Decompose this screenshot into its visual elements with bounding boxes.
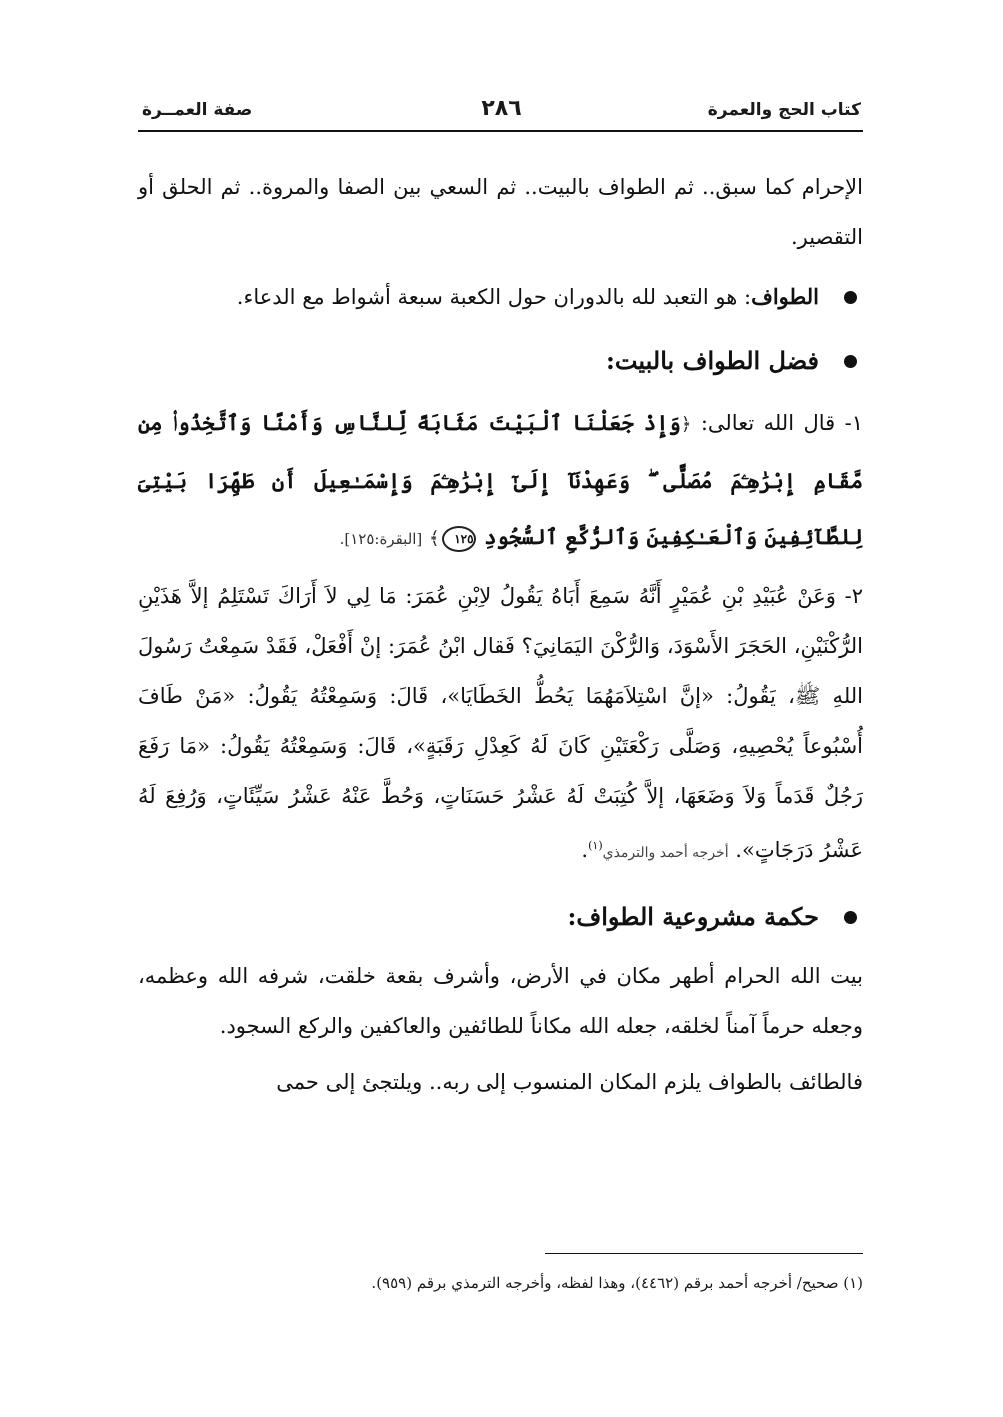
hadith-text: وَعَنْ عُبَيْدِ بْنِ عُمَيْرٍ أَنَّهُ سَمِعَ أَبَاهُ يَقُولُ لاِبْنِ عُمَرَ: مَا لِي لاَ أَرَاكَ تَسْتَلِمُ إلاَّ هَذَيْنِ الرُّكْنَيْنِ، الحَجَرَ الأَسْوَدَ، وَالرُّكْنَ اليَمَانِيَ؟ فَقال ابْنُ عُمَرَ: إنْ أَفْعَلْ، فَقَدْ سَمِعْتُ رَسُولَ اللهِ ﷺ، يَقُولُ: «إنَّ اسْتِلاَمَهُمَا يَحُطُّ الخَطَايَا»، قَالَ: وَسَمِعْتُهُ يَقُولُ: «مَنْ طَافَ أُسْبُوعاً يُحْصِيهِ، وَصَلَّى رَكْعَتَيْنِ كَانَ لَهُ كَعِدْلِ رَقَبَةٍ»، قَالَ: وَسَمِعْتُهُ يَقُولُ: «مَا رَفَعَ رَجُلٌ قَدَماً وَلاَ وَضَعَهَا، إلاَّ كُتِبَتْ لَهُ عَشْرُ حَسَنَاتٍ، وَحُطَّ عَنْهُ عَشْرُ سَيِّئَاتٍ، وَرُفِعَ لَهُ عَشْرُ دَرَجَاتٍ». (138, 584, 863, 862)
quran-verse-text: وَإِذْ جَعَلْنَا ٱلْبَيْتَ مَثَابَةً لِّلنَّاسِ وَأَمْنًا وَٱتَّخِذُوا۟ مِن مَّقَامِ إِبْرَٰهِـۧمَ مُصَلًّى ۖ وَعَهِدْنَآ إِلَىٰٓ إِبْرَٰهِـۧمَ وَإِسْمَـٰعِيلَ أَن طَهِّرَا بَيْتِىَ لِلطَّآئِفِينَ وَٱلْعَـٰكِفِينَ وَٱلرُّكَّعِ ٱلسُّجُودِ (138, 410, 863, 549)
item-1-quran-verse (138, 395, 863, 567)
running-header-chapter-title: صفة العمــرة (142, 100, 253, 120)
item-1-number: ١- (844, 411, 863, 435)
tawaf-definition-text: : هو التعبد لله بالدوران حول الكعبة سبعة أشواط مع الدعاء. (236, 285, 752, 309)
hadith-end-mark: . (581, 838, 589, 862)
page-body (138, 162, 863, 1107)
verse-close-bracket-icon: ﴾ (428, 528, 440, 549)
hikma-paragraph-2: فالطائف بالطواف يلزم المكان المنسوب إلى ربه.. ويلتجئ إلى حمى (276, 1070, 863, 1094)
verse-reference: [البقرة:١٢٥]. (339, 530, 423, 548)
hadith-source: أخرجه أحمد والترمذي (602, 845, 729, 861)
tawaf-term: الطواف (751, 284, 819, 309)
hikma-heading: حكمة مشروعية الطواف: (567, 902, 819, 931)
footnote-reference: (١) (588, 839, 603, 852)
item-1-intro: قال الله تعالى: (700, 411, 836, 435)
fadl-heading: فضل الطواف بالبيت: (606, 346, 819, 375)
footnote: (١) صحيح/ أخرجه أحمد برقم (٤٤٦٢)، وهذا لفظه، وأخرجه الترمذي برقم (٩٥٩). (371, 1274, 863, 1292)
header-rule (138, 130, 863, 132)
intro-paragraph: الإحرام كما سبق.. ثم الطواف بالبيت.. ثم السعي بين الصفا والمروة.. ثم الحلق أو التقصير. (138, 175, 863, 249)
bullet-icon (844, 911, 857, 924)
section-heading-fadl (138, 336, 863, 387)
bullet-icon (844, 291, 857, 304)
section-heading-hikma (138, 892, 863, 943)
page-number: ٢٨٦ (481, 96, 522, 121)
hikma-paragraph-1: بيت الله الحرام أطهر مكان في الأرض، وأشرف بقعة خلقت، شرفه الله وعظمه، وجعله حرماً آمناً لخلقه، جعله الله مكاناً للطائفين والعاكفين والركع السجود. (138, 964, 863, 1038)
verse-open-bracket-icon: ﴿ (680, 414, 692, 435)
item-2-number: ٢- (844, 584, 863, 608)
running-header-book-title: كتاب الحج والعمرة (707, 100, 861, 120)
footnote-separator (545, 1253, 863, 1254)
bullet-icon (844, 355, 857, 368)
ayah-number-marker: ١٢٥ (442, 526, 476, 552)
tawaf-definition (138, 272, 863, 322)
item-2-hadith (138, 571, 863, 878)
